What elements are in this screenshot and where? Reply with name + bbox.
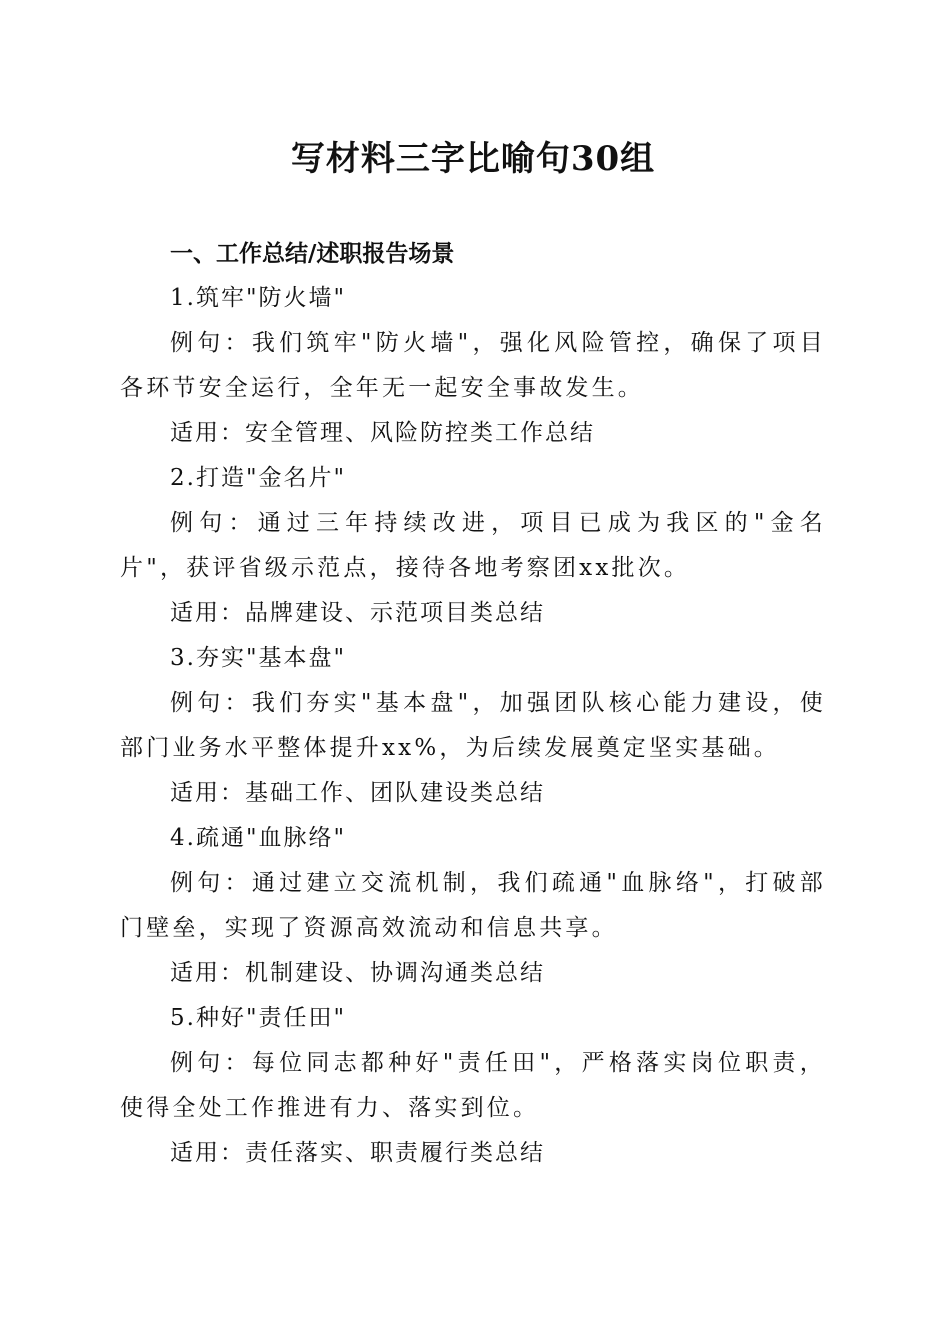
metaphor-item-3 xyxy=(120,636,826,816)
section-heading: 一、工作总结/述职报告场景 xyxy=(170,241,455,267)
document-page xyxy=(120,0,826,1344)
item-heading: 4.疏通"血脉络" xyxy=(170,825,347,851)
item-usage: 适用：品牌建设、示范项目类总结 xyxy=(170,600,545,626)
item-heading: 1.筑牢"防火墙" xyxy=(170,285,347,311)
document-body xyxy=(120,276,826,1176)
item-heading: 2.打造"金名片" xyxy=(170,465,347,491)
metaphor-item-2 xyxy=(120,456,826,636)
item-example: 例句：我们夯实"基本盘"，加强团队核心能力建设，使部门业务水平整体提升xx%，为后续发展奠定坚实基础。 xyxy=(120,690,826,761)
metaphor-item-4 xyxy=(120,816,826,996)
item-heading: 3.夯实"基本盘" xyxy=(170,645,347,671)
item-usage: 适用：安全管理、风险防控类工作总结 xyxy=(170,420,595,446)
item-example: 例句：通过三年持续改进，项目已成为我区的"金名片"，获评省级示范点，接待各地考察团xx批次。 xyxy=(120,510,826,581)
item-example: 例句：通过建立交流机制，我们疏通"血脉络"，打破部门壁垒，实现了资源高效流动和信息共享。 xyxy=(120,870,826,941)
item-usage: 适用：基础工作、团队建设类总结 xyxy=(170,780,545,806)
item-usage: 适用：责任落实、职责履行类总结 xyxy=(170,1140,545,1166)
document-title: 写材料三字比喻句30组 xyxy=(290,139,656,179)
item-example: 例句：我们筑牢"防火墙"，强化风险管控，确保了项目各环节安全运行，全年无一起安全事故发生。 xyxy=(120,330,826,401)
metaphor-item-1 xyxy=(120,276,826,456)
item-example: 例句：每位同志都种好"责任田"，严格落实岗位职责，使得全处工作推进有力、落实到位。 xyxy=(120,1050,826,1121)
item-usage: 适用：机制建设、协调沟通类总结 xyxy=(170,960,545,986)
metaphor-item-5 xyxy=(120,996,826,1176)
item-heading: 5.种好"责任田" xyxy=(170,1005,347,1031)
